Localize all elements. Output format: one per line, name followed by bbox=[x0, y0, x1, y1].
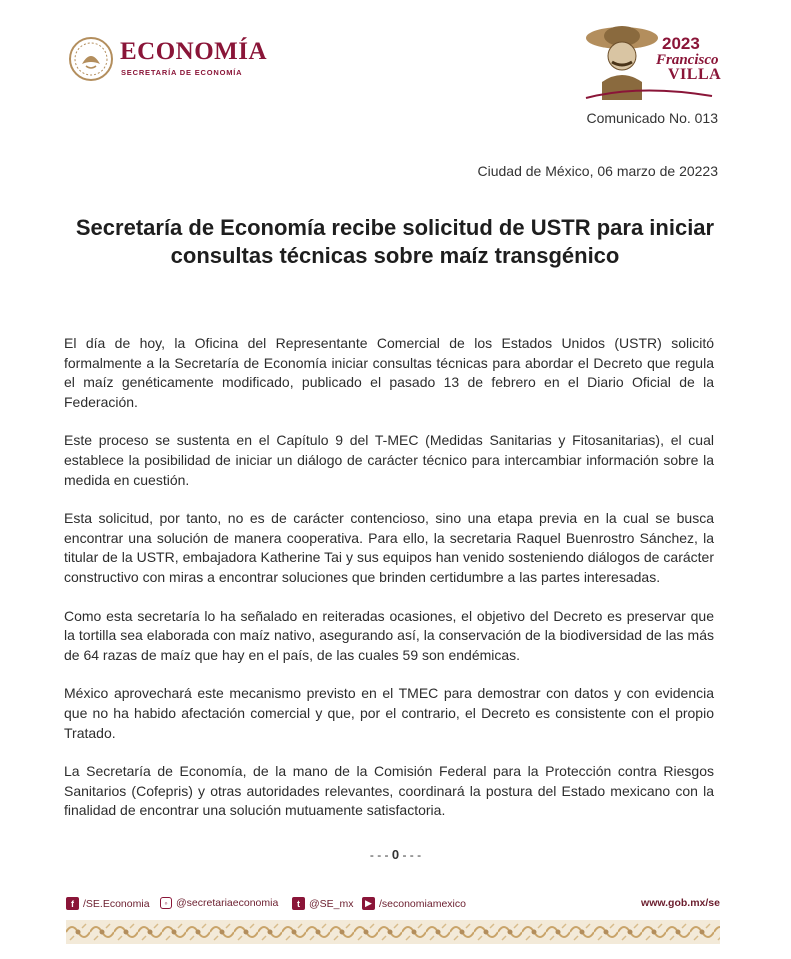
facebook-icon: f bbox=[66, 897, 79, 910]
brand-subtitle: SECRETARÍA DE ECONOMÍA bbox=[121, 68, 243, 77]
paragraph: La Secretaría de Economía, de la mano de la Comisión Federal para la Protección contra Riesgos Sanitarios (Cofepris) y otras autoridades relevantes, coordinará la postura del Estado mexicano con la finalidad de encontrar una solución mutuamente satisfactoria. bbox=[64, 763, 714, 819]
communique-number: Comunicado No. 013 bbox=[586, 110, 718, 126]
footer bbox=[66, 897, 720, 915]
end-mark-zero: 0 bbox=[391, 847, 400, 862]
instagram-icon: ◦ bbox=[160, 897, 172, 909]
paragraph: México aprovechará este mecanismo previsto en el TMEC para demostrar con datos y con evidencia que no ha habido afectación comercial y que, por el contrario, el Decreto es consistente con el propio Tratado. bbox=[64, 685, 714, 741]
national-seal-icon bbox=[68, 36, 114, 82]
instagram-handle: @secretariaeconomia bbox=[176, 897, 279, 909]
youtube-handle: /seconomiamexico bbox=[379, 897, 466, 910]
twitter-link[interactable] bbox=[292, 897, 354, 910]
paragraph: Esta solicitud, por tanto, no es de carácter contencioso, sino una etapa previa en la cual se busca encontrar una solución de manera cooperativa. Para ello, la secretaria Raquel Buenrostro Sánchez, la titular de la USTR, embajadora Katherine Tai y sus equipos han venido sosteniendo diálogos de carácter constructivo con miras a encontrar soluciones que brinden certidumbre a las partes interesadas. bbox=[64, 510, 714, 585]
paragraph: Como esta secretaría lo ha señalado en reiteradas ocasiones, el objetivo del Decreto es preservar que la tortilla sea elaborada con maíz nativo, asegurando así, la conservación de la biodiversidad de las más de 64 razas de maíz que hay en el país, de las cuales 59 son endémicas. bbox=[64, 607, 714, 663]
youtube-icon: ▶ bbox=[362, 897, 375, 910]
paragraph: El día de hoy, la Oficina del Representante Comercial de los Estados Unidos (USTR) solicitó formalmente a la Secretaría de Economía iniciar consultas técnicas para abordar el Decreto que regula el maíz genéticamente modificado, publicado el pasado 13 de febrero en el Diario Oficial de la Federación. bbox=[64, 335, 714, 410]
document-date: Ciudad de México, 06 marzo de 20223 bbox=[477, 163, 718, 179]
villa-first-name: Francisco bbox=[656, 52, 719, 68]
letterhead bbox=[0, 0, 791, 120]
decorative-border bbox=[66, 920, 720, 944]
twitter-icon: t bbox=[292, 897, 305, 910]
headline: Secretaría de Economía recibe solicitud de USTR para iniciar consultas técnicas sobre maíz transgénico bbox=[75, 215, 715, 268]
facebook-link[interactable] bbox=[66, 897, 150, 910]
body-text bbox=[64, 334, 714, 840]
end-dashes-left: - - - bbox=[369, 848, 389, 862]
instagram-link[interactable] bbox=[160, 897, 278, 909]
youtube-link[interactable] bbox=[362, 897, 466, 910]
paragraph: Este proceso se sustenta en el Capítulo 9 del T-MEC (Medidas Sanitarias y Fitosanitarias), el cual establece la posibilidad de iniciar un diálogo de carácter técnico para intercambiar información sobre la medida en cuestión. bbox=[64, 432, 714, 488]
twitter-handle: @SE_mx bbox=[309, 897, 354, 910]
villa-year: 2023 bbox=[662, 34, 700, 53]
end-dashes-right: - - - bbox=[402, 848, 422, 862]
website-link[interactable]: www.gob.mx/se bbox=[641, 897, 720, 909]
end-mark bbox=[0, 847, 791, 862]
facebook-handle: /SE.Economia bbox=[83, 897, 150, 910]
brand-name: ECONOMÍA bbox=[120, 38, 268, 65]
villa-last-name: VILLA bbox=[668, 66, 722, 83]
